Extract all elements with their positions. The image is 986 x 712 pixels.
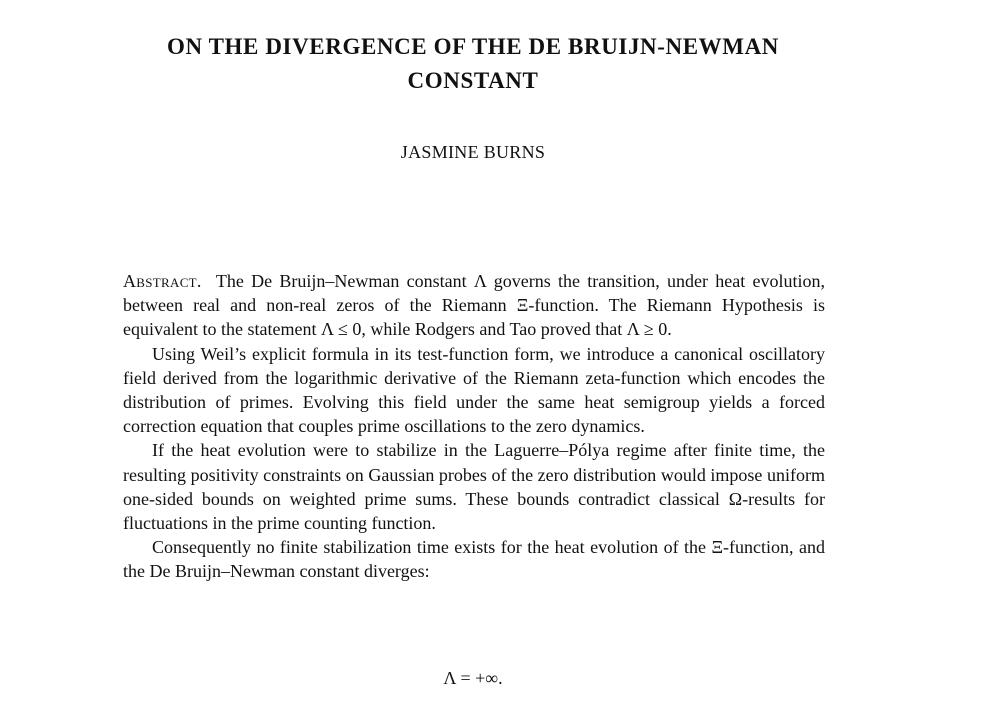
- abstract-paragraph-1: [123, 269, 825, 342]
- abstract-label: Abstract.: [123, 271, 202, 291]
- author-name: JASMINE BURNS: [400, 142, 546, 162]
- abstract-paragraph-1-text: The De Bruijn–Newman constant Λ governs the transition, under heat evolution, between real and non-real zeros of the Riemann Ξ-function. The Riemann Hypothesis is equivalent to the statement Λ ≤ 0, while Rodgers and Tao proved that Λ ≥ 0.: [123, 271, 825, 340]
- abstract-paragraph-2: Using Weil’s explicit formula in its test-function form, we introduce a canonical oscillatory field derived from the logarithmic derivative of the Riemann zeta-function which encodes the distribution of primes. Evolving this field under the same heat semigroup yields a forced correction equation that couples prime oscillations to the zero dynamics.: [123, 343, 825, 437]
- abstract-paragraph-4: Consequently no finite stabilization time exists for the heat evolution of the Ξ-function, and the De Bruijn–Newman constant diverges:: [123, 537, 825, 582]
- abstract-paragraph-3: If the heat evolution were to stabilize in the Laguerre–Pólya regime after finite time, the resulting positivity constraints on Gaussian probes of the zero distribution would impose uniform one-sided bounds on weighted prime sums. These bounds contradict classical Ω-results for fluctuations in the prime counting function.: [123, 440, 825, 534]
- abstract: [123, 269, 825, 584]
- display-equation: Λ = +∞.: [443, 668, 503, 688]
- paper-title: [60, 30, 886, 98]
- title-line-2: CONSTANT: [407, 68, 539, 93]
- title-line-1: ON THE DIVERGENCE OF THE DE BRUIJN-NEWMAN: [166, 34, 780, 59]
